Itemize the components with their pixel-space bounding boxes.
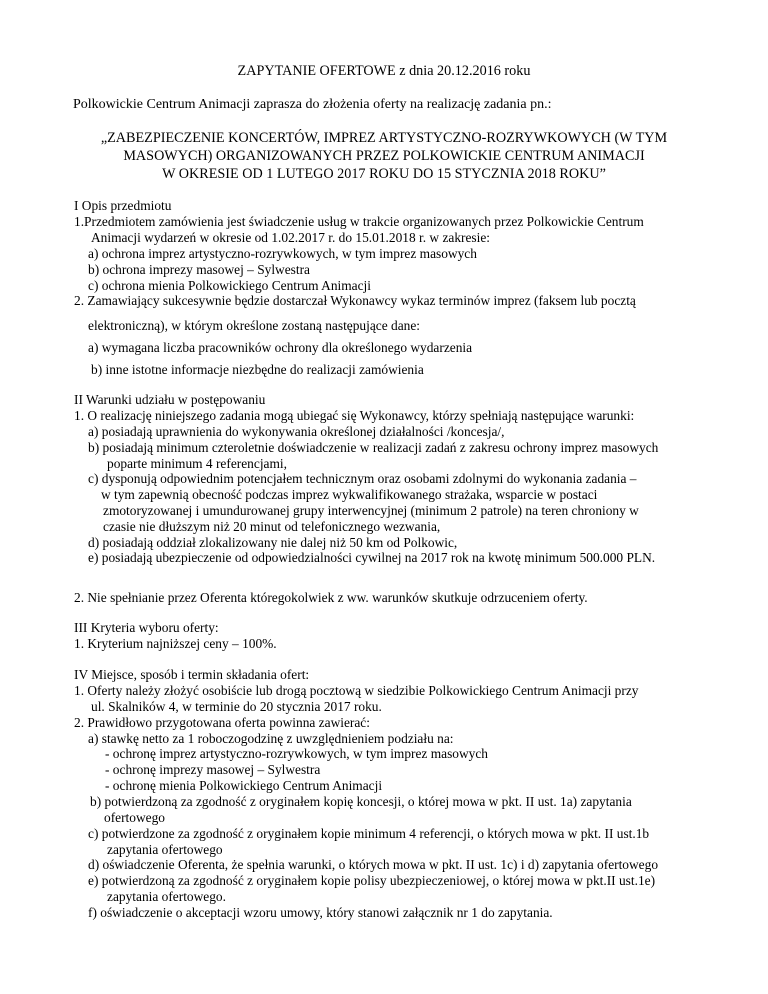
section-line: a) ochrona imprez artystyczno-rozrywkowych, w tym imprez masowych xyxy=(88,246,477,261)
section-line: czasie nie dłuższym niż 20 minut od telefonicznego wezwania, xyxy=(103,519,441,534)
section-line: 1. Kryterium najniższej ceny – 100%. xyxy=(74,636,277,651)
section-line: 1. Oferty należy złożyć osobiście lub drogą pocztową w siedzibie Polkowickiego Centrum Animacji przy xyxy=(74,683,639,698)
section-line: c) dysponują odpowiednim potencjałem technicznym oraz osobami zdolnymi do wykonania zadania – xyxy=(88,471,637,486)
section-line: a) stawkę netto za 1 roboczogodzinę z uwzględnieniem podziału na: xyxy=(88,731,454,746)
section-line: zapytania ofertowego xyxy=(107,842,223,857)
section-line: b) posiadają minimum czteroletnie doświadczenie w realizacji zadań z zakresu ochrony imprez masowych xyxy=(88,440,659,455)
section-line: elektroniczną), w którym określone zostaną następujące dane: xyxy=(88,318,421,333)
section-line: 2. Zamawiający sukcesywnie będzie dostarczał Wykonawcy wykaz terminów imprez (faksem lub pocztą xyxy=(74,293,636,308)
subject-line: „ZABEZPIECZENIE KONCERTÓW, IMPREZ ARTYSTYCZNO-ROZRYWKOWYCH (W TYM xyxy=(100,130,668,146)
section-line: ul. Skalników 4, w terminie do 20 stycznia 2017 roku. xyxy=(91,699,382,714)
section-line: c) potwierdzone za zgodność z oryginałem kopie minimum 4 referencji, o których mowa w pkt. II ust.1b xyxy=(88,826,650,841)
section-line: - ochronę mienia Polkowickiego Centrum Animacji xyxy=(105,778,383,793)
section-heading: IV Miejsce, sposób i termin składania ofert: xyxy=(74,667,310,682)
section-line: c) ochrona mienia Polkowickiego Centrum Animacji xyxy=(88,278,371,293)
section-line: a) posiadają uprawnienia do wykonywania określonej działalności /koncesja/, xyxy=(88,424,505,439)
section-line: w tym zapewnią obecność podczas imprez wykwalifikowanego strażaka, wsparcie w postaci xyxy=(101,487,598,502)
subject-line: MASOWYCH) ORGANIZOWANYCH PRZEZ POLKOWICKIE CENTRUM ANIMACJI xyxy=(123,148,645,164)
section-heading: III Kryteria wyboru oferty: xyxy=(74,620,219,635)
section-line: b) potwierdzoną za zgodność z oryginałem kopię koncesji, o której mowa w pkt. II ust. 1a) zapytania xyxy=(90,794,632,809)
section-line: poparte minimum 4 referencjami, xyxy=(107,456,287,471)
section-line: - ochronę imprez artystyczno-rozrywkowych, w tym imprez masowych xyxy=(105,746,488,761)
section-line: b) ochrona imprezy masowej – Sylwestra xyxy=(88,262,310,277)
section-line: zapytania ofertowego. xyxy=(107,889,226,904)
section-heading: II Warunki udziału w postępowaniu xyxy=(74,392,266,407)
section-line: b) inne istotne informacje niezbędne do realizacji zamówienia xyxy=(91,362,424,377)
section-line: - ochronę imprezy masowej – Sylwestra xyxy=(105,762,321,777)
section-line: 2. Prawidłowo przygotowana oferta powinna zawierać: xyxy=(74,715,370,730)
subject-line: W OKRESIE OD 1 LUTEGO 2017 ROKU DO 15 STYCZNIA 2018 ROKU” xyxy=(162,166,606,182)
section-line: Animacji wydarzeń w okresie od 1.02.2017 r. do 15.01.2018 r. w zakresie: xyxy=(91,230,491,245)
section-line: e) posiadają ubezpieczenie od odpowiedzialności cywilnej na 2017 rok na kwotę minimum 500.000 PLN. xyxy=(88,550,656,565)
section-line: a) wymagana liczba pracowników ochrony dla określonego wydarzenia xyxy=(88,340,473,355)
section-line: f) oświadczenie o akceptacji wzoru umowy, który stanowi załącznik nr 1 do zapytania. xyxy=(88,905,553,920)
section-line: 1. O realizację niniejszego zadania mogą ubiegać się Wykonawcy, którzy spełniają następujące warunki: xyxy=(74,408,635,423)
section-line: zmotoryzowanej i umundurowanej grupy interwencyjnej (minimum 2 patrole) na teren chroniony w xyxy=(103,503,639,518)
intro-text: Polkowickie Centrum Animacji zaprasza do złożenia oferty na realizację zadania pn.: xyxy=(73,97,552,112)
document-title: ZAPYTANIE OFERTOWE z dnia 20.12.2016 roku xyxy=(237,63,531,79)
section-line: d) posiadają oddział zlokalizowany nie dalej niż 50 km od Polkowic, xyxy=(88,535,458,550)
section-heading: I Opis przedmiotu xyxy=(74,198,172,213)
section-line: d) oświadczenie Oferenta, że spełnia warunki, o których mowa w pkt. II ust. 1c) i d) zapytania ofertowego xyxy=(88,857,659,872)
section-line: ofertowego xyxy=(104,810,165,825)
section-line: 2. Nie spełnianie przez Oferenta któregokolwiek z ww. warunków skutkuje odrzuceniem oferty. xyxy=(74,590,588,605)
section-line: e) potwierdzoną za zgodność z oryginałem kopie polisy ubezpieczeniowej, o której mowa w pkt.II ust.1e) xyxy=(88,873,656,888)
section-line: 1.Przedmiotem zamówienia jest świadczenie usług w trakcie organizowanych przez Polkowickie Centrum xyxy=(74,214,644,229)
